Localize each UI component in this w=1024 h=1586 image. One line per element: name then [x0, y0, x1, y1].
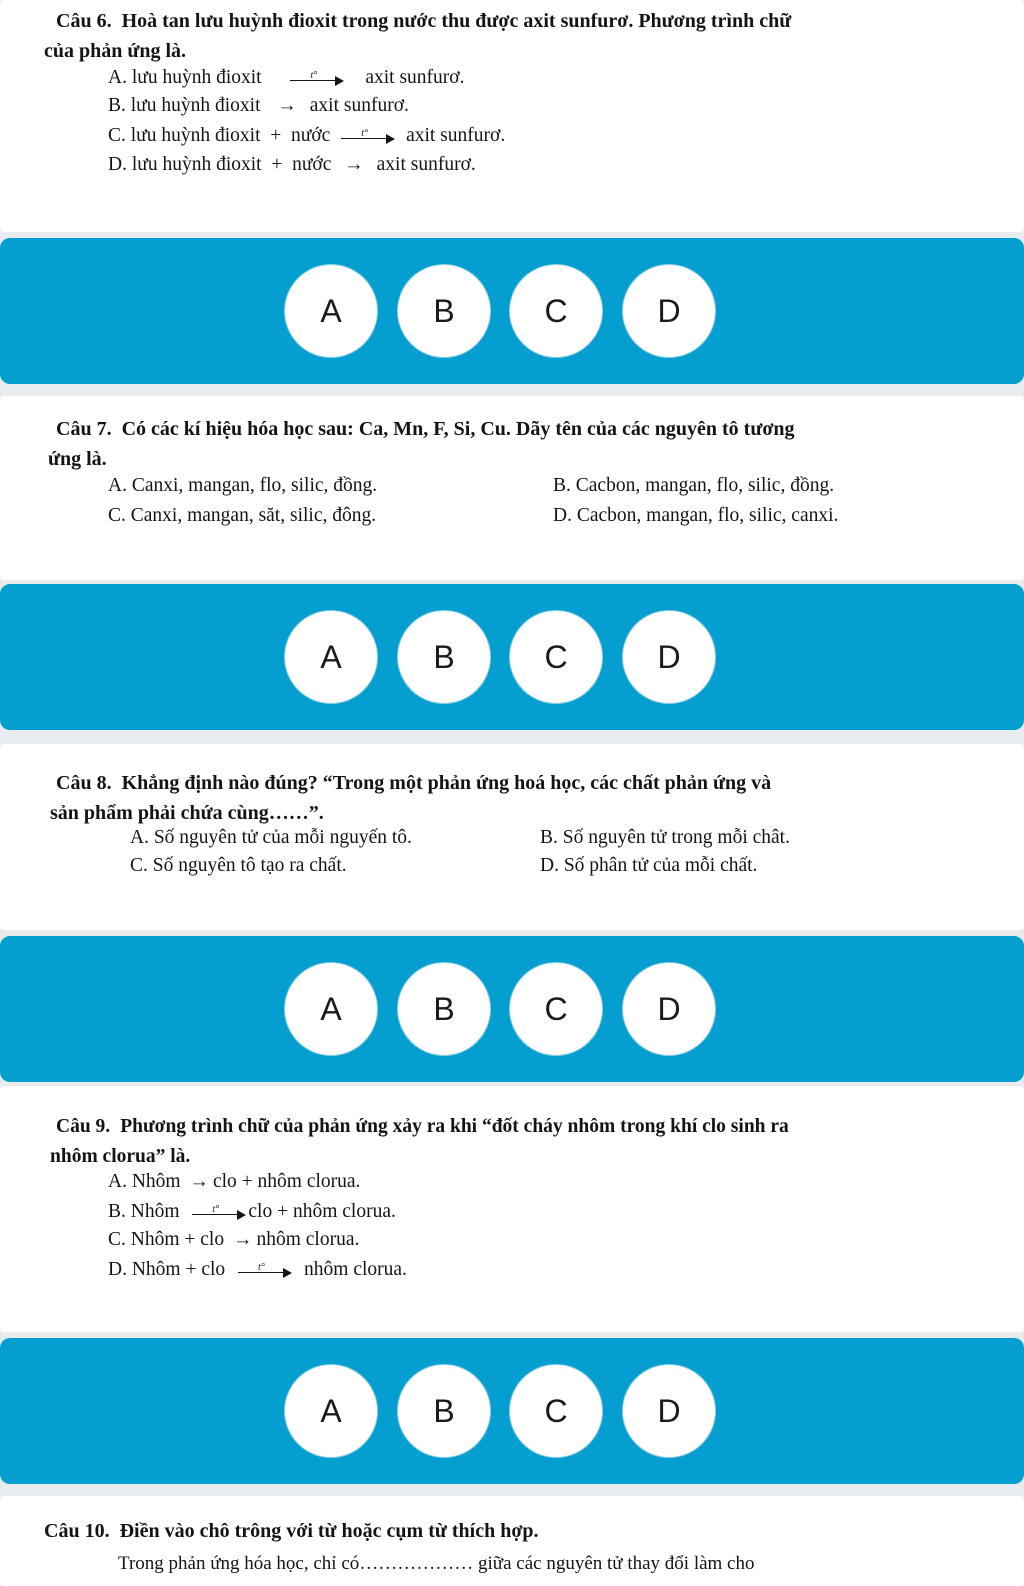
answer-button-d[interactable]: D: [622, 610, 716, 704]
arrow-heat-icon: t°: [341, 130, 395, 144]
answer-button-b[interactable]: B: [397, 1364, 491, 1458]
answer-button-d[interactable]: D: [622, 264, 716, 358]
question-text-line1: Điền vào chô trông với từ hoặc cụm từ thích hợp.: [119, 1520, 539, 1542]
answer-band-6: [0, 238, 1024, 384]
arrow-heat-icon: t°: [290, 72, 344, 86]
answer-band-9: [0, 1338, 1024, 1484]
answer-button-c[interactable]: C: [509, 962, 603, 1056]
question-number: Câu 7.: [56, 418, 112, 440]
question-text-line1: Khẳng định nào đúng? “Trong một phản ứng hoá học, các chất phản ứng và: [121, 772, 772, 794]
answer-band-7: [0, 584, 1024, 730]
arrow-icon: →: [232, 1229, 253, 1250]
option-b: B. Số nguyên tử trong mỗi chât.: [540, 827, 790, 848]
question-number: Câu 8.: [56, 772, 112, 794]
question-card-6: [0, 0, 1024, 232]
option-b: B. Cacbon, mangan, flo, silic, đồng.: [553, 475, 835, 496]
option-a: A. Số nguyên tử của mỗi nguyến tô.: [130, 827, 412, 848]
question-title: [50, 1112, 984, 1172]
question-text-line2: nhôm clorua” là.: [50, 1146, 191, 1167]
question-card-8: [0, 744, 1024, 930]
answer-button-d[interactable]: D: [622, 1364, 716, 1458]
answer-button-a[interactable]: A: [284, 1364, 378, 1458]
answer-band-8: [0, 936, 1024, 1082]
answer-button-b[interactable]: B: [397, 962, 491, 1056]
question-text-line1: Hoà tan lưu huỳnh đioxit trong nước thu được axit sunfurơ. Phương trình chữ: [121, 10, 792, 32]
question-title: [50, 768, 984, 828]
option-d: D. lưu huỳnh đioxit + nước → axit sunfurơ.: [108, 151, 476, 179]
option-d: D. Cacbon, mangan, flo, silic, canxi.: [553, 505, 839, 526]
question-card-7: [0, 396, 1024, 580]
answer-button-c[interactable]: C: [509, 610, 603, 704]
arrow-heat-icon: t°: [192, 1206, 246, 1220]
arrow-icon: →: [277, 95, 297, 116]
answer-button-a[interactable]: A: [284, 962, 378, 1056]
option-c: C. Nhôm + clo → nhôm clorua.: [108, 1226, 359, 1254]
question-title: [44, 6, 984, 66]
question-text-line2: ứng là.: [48, 448, 107, 470]
answer-button-a[interactable]: A: [284, 610, 378, 704]
answer-button-c[interactable]: C: [509, 264, 603, 358]
option-c: C. lưu huỳnh đioxit + nước t° axit sunfurơ.: [108, 125, 506, 146]
question-text-line1: Phương trình chữ của phản ứng xảy ra khi “đốt cháy nhôm trong khí clo sinh ra: [120, 1116, 789, 1137]
arrow-icon: →: [189, 1171, 209, 1192]
question-number: Câu 10.: [44, 1520, 110, 1542]
option-a: A. Nhôm → clo + nhôm clorua.: [108, 1168, 360, 1196]
question-number: Câu 9.: [56, 1116, 111, 1137]
answer-button-a[interactable]: A: [284, 264, 378, 358]
option-a: A. lưu huỳnh đioxit t° axit sunfurơ.: [108, 67, 465, 88]
question-text-line2: của phản ứng là.: [44, 40, 187, 62]
option-c: C. Canxi, mangan, săt, silic, đông.: [108, 505, 377, 526]
option-b: B. lưu huỳnh đioxit → axit sunfurơ.: [108, 92, 409, 120]
option-d: D. Số phân tử của mỗi chất.: [540, 855, 758, 876]
option-c: C. Số nguyên tô tạo ra chất.: [130, 855, 347, 876]
answer-button-b[interactable]: B: [397, 264, 491, 358]
arrow-heat-icon: t°: [238, 1264, 292, 1278]
option-a: A. Canxi, mangan, flo, silic, đồng.: [108, 475, 378, 496]
question-card-10: [0, 1496, 1024, 1586]
option-b: B. Nhôm t° clo + nhôm clorua.: [108, 1201, 396, 1222]
question-number: Câu 6.: [56, 10, 112, 32]
question-text-line2: sản phẩm phải chứa cùng……”.: [50, 802, 324, 824]
arrow-icon: →: [344, 154, 364, 175]
question-title: [48, 414, 984, 474]
answer-button-d[interactable]: D: [622, 962, 716, 1056]
question-text-line1: Có các kí hiệu hóa học sau: Ca, Mn, F, Si, Cu. Dãy tên của các nguyên tô tương: [121, 418, 795, 440]
answer-button-b[interactable]: B: [397, 610, 491, 704]
question-card-9: [0, 1086, 1024, 1332]
question-text-line2: Trong phản ứng hóa học, chỉ có……………… giữa các nguyên tử thay đổi làm cho: [118, 1553, 755, 1574]
question-title: [44, 1516, 984, 1546]
option-d: D. Nhôm + clo t° nhôm clorua.: [108, 1259, 407, 1280]
answer-button-c[interactable]: C: [509, 1364, 603, 1458]
